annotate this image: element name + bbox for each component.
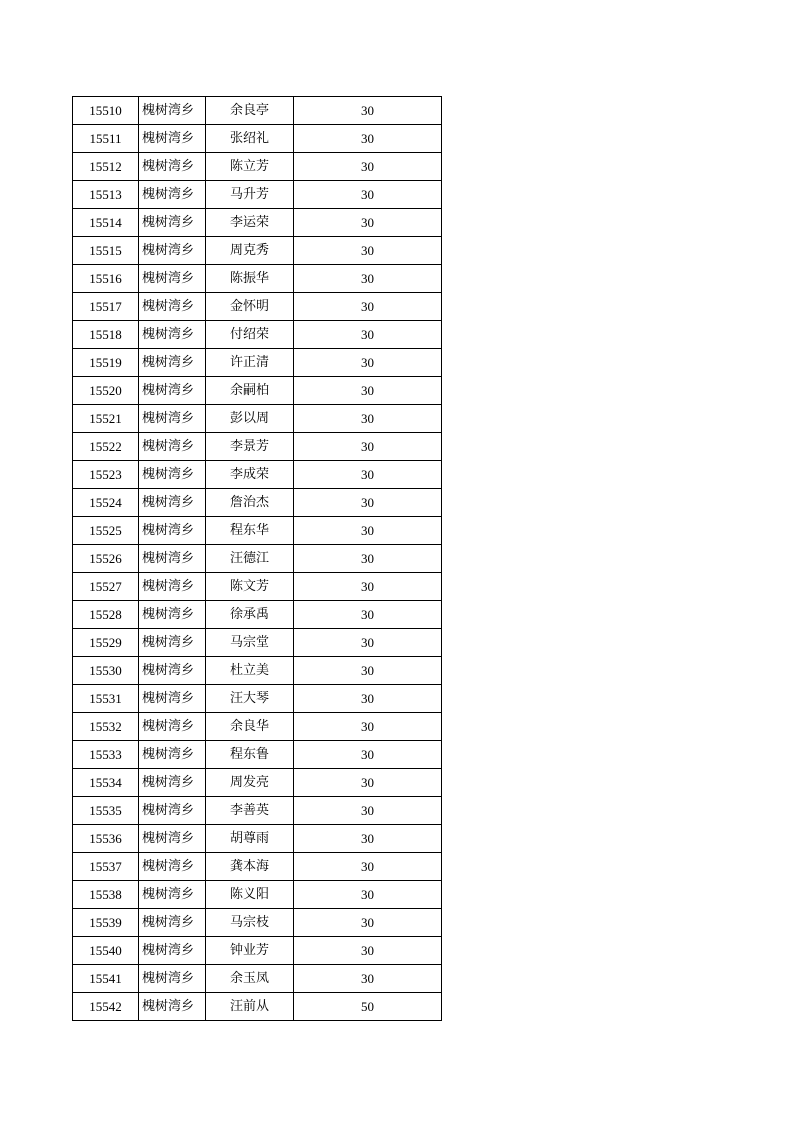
row-town-cell: 槐树湾乡: [139, 209, 206, 237]
row-amount-cell: 30: [294, 433, 442, 461]
row-name-cell: 马宗堂: [206, 629, 294, 657]
table-row: [73, 265, 442, 293]
row-name-cell: 金怀明: [206, 293, 294, 321]
row-town-cell: 槐树湾乡: [139, 293, 206, 321]
row-id-cell: 15526: [73, 545, 139, 573]
row-amount-cell: 30: [294, 321, 442, 349]
table-row: [73, 97, 442, 125]
row-name-cell: 张绍礼: [206, 125, 294, 153]
row-amount-cell: 30: [294, 909, 442, 937]
row-amount-cell: 30: [294, 573, 442, 601]
row-town-cell: 槐树湾乡: [139, 601, 206, 629]
row-name-cell: 汪德江: [206, 545, 294, 573]
row-amount-cell: 30: [294, 97, 442, 125]
row-amount-cell: 50: [294, 993, 442, 1021]
table-row: [73, 629, 442, 657]
row-name-cell: 陈义阳: [206, 881, 294, 909]
table-row: [73, 237, 442, 265]
row-amount-cell: 30: [294, 881, 442, 909]
table-row: [73, 965, 442, 993]
row-amount-cell: 30: [294, 769, 442, 797]
row-amount-cell: 30: [294, 629, 442, 657]
row-town-cell: 槐树湾乡: [139, 629, 206, 657]
table-row: [73, 937, 442, 965]
row-amount-cell: 30: [294, 825, 442, 853]
table-row: [73, 657, 442, 685]
row-name-cell: 汪大琴: [206, 685, 294, 713]
table-row: [73, 713, 442, 741]
row-id-cell: 15536: [73, 825, 139, 853]
row-amount-cell: 30: [294, 965, 442, 993]
table-row: [73, 489, 442, 517]
row-amount-cell: 30: [294, 601, 442, 629]
row-amount-cell: 30: [294, 657, 442, 685]
row-name-cell: 龚本海: [206, 853, 294, 881]
table-row: [73, 461, 442, 489]
row-name-cell: 许正清: [206, 349, 294, 377]
row-town-cell: 槐树湾乡: [139, 265, 206, 293]
row-name-cell: 余玉凤: [206, 965, 294, 993]
row-town-cell: 槐树湾乡: [139, 489, 206, 517]
row-id-cell: 15525: [73, 517, 139, 545]
row-id-cell: 15540: [73, 937, 139, 965]
table-body: [73, 97, 442, 1021]
row-name-cell: 李成荣: [206, 461, 294, 489]
table-row: [73, 293, 442, 321]
table-row: [73, 545, 442, 573]
row-name-cell: 周发亮: [206, 769, 294, 797]
row-name-cell: 李景芳: [206, 433, 294, 461]
row-id-cell: 15518: [73, 321, 139, 349]
table-row: [73, 573, 442, 601]
table-row: [73, 685, 442, 713]
row-id-cell: 15519: [73, 349, 139, 377]
table-row: [73, 209, 442, 237]
row-town-cell: 槐树湾乡: [139, 825, 206, 853]
row-town-cell: 槐树湾乡: [139, 321, 206, 349]
row-town-cell: 槐树湾乡: [139, 937, 206, 965]
row-name-cell: 马升芳: [206, 181, 294, 209]
row-amount-cell: 30: [294, 545, 442, 573]
table-row: [73, 769, 442, 797]
row-town-cell: 槐树湾乡: [139, 545, 206, 573]
row-amount-cell: 30: [294, 489, 442, 517]
row-name-cell: 余良亭: [206, 97, 294, 125]
row-id-cell: 15523: [73, 461, 139, 489]
row-town-cell: 槐树湾乡: [139, 97, 206, 125]
table-row: [73, 825, 442, 853]
row-name-cell: 徐承禹: [206, 601, 294, 629]
row-amount-cell: 30: [294, 237, 442, 265]
row-id-cell: 15514: [73, 209, 139, 237]
row-town-cell: 槐树湾乡: [139, 153, 206, 181]
row-town-cell: 槐树湾乡: [139, 377, 206, 405]
row-town-cell: 槐树湾乡: [139, 685, 206, 713]
row-amount-cell: 30: [294, 461, 442, 489]
row-id-cell: 15522: [73, 433, 139, 461]
table-row: [73, 181, 442, 209]
row-town-cell: 槐树湾乡: [139, 769, 206, 797]
row-name-cell: 程东鲁: [206, 741, 294, 769]
row-name-cell: 程东华: [206, 517, 294, 545]
table-row: [73, 349, 442, 377]
row-name-cell: 周克秀: [206, 237, 294, 265]
row-id-cell: 15538: [73, 881, 139, 909]
row-town-cell: 槐树湾乡: [139, 881, 206, 909]
row-town-cell: 槐树湾乡: [139, 517, 206, 545]
row-name-cell: 马宗枝: [206, 909, 294, 937]
row-amount-cell: 30: [294, 293, 442, 321]
row-town-cell: 槐树湾乡: [139, 993, 206, 1021]
row-town-cell: 槐树湾乡: [139, 181, 206, 209]
row-id-cell: 15542: [73, 993, 139, 1021]
row-id-cell: 15541: [73, 965, 139, 993]
table-row: [73, 909, 442, 937]
table-row: [73, 853, 442, 881]
row-id-cell: 15535: [73, 797, 139, 825]
row-town-cell: 槐树湾乡: [139, 433, 206, 461]
row-name-cell: 李善英: [206, 797, 294, 825]
row-id-cell: 15539: [73, 909, 139, 937]
row-amount-cell: 30: [294, 797, 442, 825]
row-amount-cell: 30: [294, 937, 442, 965]
row-amount-cell: 30: [294, 741, 442, 769]
row-town-cell: 槐树湾乡: [139, 125, 206, 153]
row-town-cell: 槐树湾乡: [139, 797, 206, 825]
table-row: [73, 601, 442, 629]
table-row: [73, 153, 442, 181]
row-amount-cell: 30: [294, 349, 442, 377]
row-town-cell: 槐树湾乡: [139, 461, 206, 489]
row-name-cell: 李运荣: [206, 209, 294, 237]
row-id-cell: 15521: [73, 405, 139, 433]
row-id-cell: 15517: [73, 293, 139, 321]
row-id-cell: 15520: [73, 377, 139, 405]
table-row: [73, 321, 442, 349]
table-row: [73, 881, 442, 909]
row-name-cell: 詹治杰: [206, 489, 294, 517]
row-name-cell: 彭以周: [206, 405, 294, 433]
table-row: [73, 377, 442, 405]
row-town-cell: 槐树湾乡: [139, 405, 206, 433]
row-name-cell: 陈立芳: [206, 153, 294, 181]
table-row: [73, 797, 442, 825]
row-id-cell: 15510: [73, 97, 139, 125]
row-id-cell: 15513: [73, 181, 139, 209]
row-amount-cell: 30: [294, 181, 442, 209]
row-name-cell: 余良华: [206, 713, 294, 741]
row-id-cell: 15534: [73, 769, 139, 797]
row-amount-cell: 30: [294, 265, 442, 293]
row-name-cell: 钟业芳: [206, 937, 294, 965]
row-name-cell: 胡尊雨: [206, 825, 294, 853]
row-id-cell: 15531: [73, 685, 139, 713]
row-amount-cell: 30: [294, 125, 442, 153]
row-id-cell: 15527: [73, 573, 139, 601]
row-id-cell: 15524: [73, 489, 139, 517]
row-town-cell: 槐树湾乡: [139, 573, 206, 601]
row-amount-cell: 30: [294, 685, 442, 713]
row-name-cell: 汪前从: [206, 993, 294, 1021]
table-row: [73, 433, 442, 461]
row-town-cell: 槐树湾乡: [139, 237, 206, 265]
row-town-cell: 槐树湾乡: [139, 349, 206, 377]
table-row: [73, 993, 442, 1021]
row-id-cell: 15529: [73, 629, 139, 657]
table-row: [73, 741, 442, 769]
row-id-cell: 15532: [73, 713, 139, 741]
row-town-cell: 槐树湾乡: [139, 909, 206, 937]
data-table: [72, 96, 442, 1021]
table-row: [73, 125, 442, 153]
row-amount-cell: 30: [294, 209, 442, 237]
row-id-cell: 15528: [73, 601, 139, 629]
row-town-cell: 槐树湾乡: [139, 741, 206, 769]
table-row: [73, 517, 442, 545]
row-name-cell: 陈振华: [206, 265, 294, 293]
table-row: [73, 405, 442, 433]
row-name-cell: 杜立美: [206, 657, 294, 685]
row-name-cell: 余嗣柏: [206, 377, 294, 405]
row-amount-cell: 30: [294, 405, 442, 433]
row-id-cell: 15530: [73, 657, 139, 685]
row-id-cell: 15537: [73, 853, 139, 881]
row-name-cell: 陈文芳: [206, 573, 294, 601]
row-town-cell: 槐树湾乡: [139, 853, 206, 881]
row-amount-cell: 30: [294, 853, 442, 881]
row-amount-cell: 30: [294, 517, 442, 545]
row-id-cell: 15515: [73, 237, 139, 265]
row-name-cell: 付绍荣: [206, 321, 294, 349]
row-id-cell: 15516: [73, 265, 139, 293]
row-town-cell: 槐树湾乡: [139, 657, 206, 685]
row-amount-cell: 30: [294, 713, 442, 741]
row-id-cell: 15512: [73, 153, 139, 181]
row-amount-cell: 30: [294, 153, 442, 181]
row-id-cell: 15533: [73, 741, 139, 769]
row-amount-cell: 30: [294, 377, 442, 405]
row-id-cell: 15511: [73, 125, 139, 153]
row-town-cell: 槐树湾乡: [139, 713, 206, 741]
row-town-cell: 槐树湾乡: [139, 965, 206, 993]
